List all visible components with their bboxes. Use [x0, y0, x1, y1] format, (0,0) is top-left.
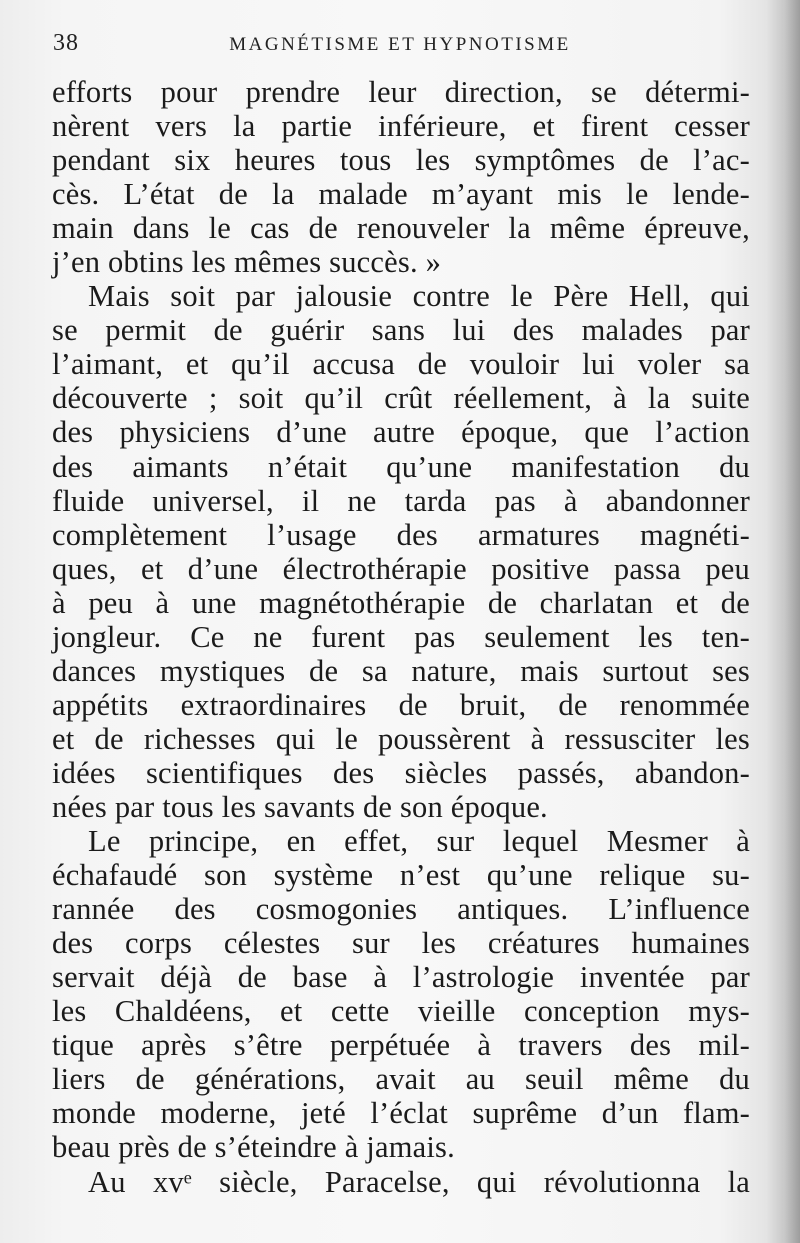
text-line: Au xvᵉ siècle, Paracelse, qui révolutionna la	[88, 1164, 750, 1199]
text-line: des aimants n’était qu’une manifestation du	[52, 449, 750, 484]
text-line: jongleur. Ce ne furent pas seulement les ten-	[52, 619, 750, 654]
text-line: monde moderne, jeté l’éclat suprême d’un flam-	[52, 1096, 750, 1131]
text-line: se permit de guérir sans lui des malades par	[52, 313, 750, 348]
page-number: 38	[53, 30, 79, 56]
text-line: j’en obtins les mêmes succès. »	[52, 245, 442, 280]
running-header	[50, 30, 750, 62]
text-line: des corps célestes sur les créatures humaines	[52, 926, 750, 961]
text-line: échafaudé son système n’est qu’une relique su-	[52, 858, 750, 893]
text-line: idées scientifiques des siècles passés, abandon-	[52, 755, 750, 790]
text-line: beau près de s’éteindre à jamais.	[52, 1130, 455, 1165]
text-line: l’aimant, et qu’il accusa de vouloir lui voler sa	[52, 347, 750, 382]
page-edge-shadow	[766, 0, 800, 1243]
text-line: Le principe, en effet, sur lequel Mesmer à	[88, 824, 750, 859]
text-line: Mais soit par jalousie contre le Père Hell, qui	[88, 279, 750, 314]
text-line: main dans le cas de renouveler la même épreuve,	[52, 211, 750, 246]
text-line: ques, et d’une électrothérapie positive passa peu	[52, 551, 750, 586]
text-line: appétits extraordinaires de bruit, de renommée	[52, 687, 750, 722]
text-line: rannée des cosmogonies antiques. L’influence	[52, 892, 750, 927]
text-line: complètement l’usage des armatures magnéti-	[52, 517, 750, 552]
text-line: nées par tous les savants de son époque.	[52, 789, 548, 824]
text-line: des physiciens d’une autre époque, que l’action	[52, 415, 750, 450]
text-line: liers de générations, avait au seuil même du	[52, 1062, 750, 1097]
text-line: dances mystiques de sa nature, mais surtout ses	[52, 653, 750, 688]
text-line: servait déjà de base à l’astrologie inventée par	[52, 960, 750, 995]
text-line: pendant six heures tous les symptômes de l’ac-	[52, 143, 750, 178]
body-text	[52, 75, 750, 1199]
text-line: fluide universel, il ne tarda pas à abandonner	[52, 483, 750, 518]
text-line: et de richesses qui le poussèrent à ressusciter les	[52, 721, 750, 756]
running-title: MAGNÉTISME ET HYPNOTISME	[229, 34, 571, 55]
text-line: découverte ; soit qu’il crût réellement, à la suite	[52, 381, 750, 416]
text-line: tique après s’être perpétuée à travers des mil-	[52, 1028, 750, 1063]
text-line: à peu à une magnétothérapie de charlatan et de	[52, 585, 750, 620]
text-line: cès. L’état de la malade m’ayant mis le lende-	[52, 177, 750, 212]
text-line: les Chaldéens, et cette vieille conception mys-	[52, 994, 750, 1029]
text-line: efforts pour prendre leur direction, se détermi-	[52, 75, 750, 109]
text-line: nèrent vers la partie inférieure, et firent cesser	[52, 109, 750, 144]
